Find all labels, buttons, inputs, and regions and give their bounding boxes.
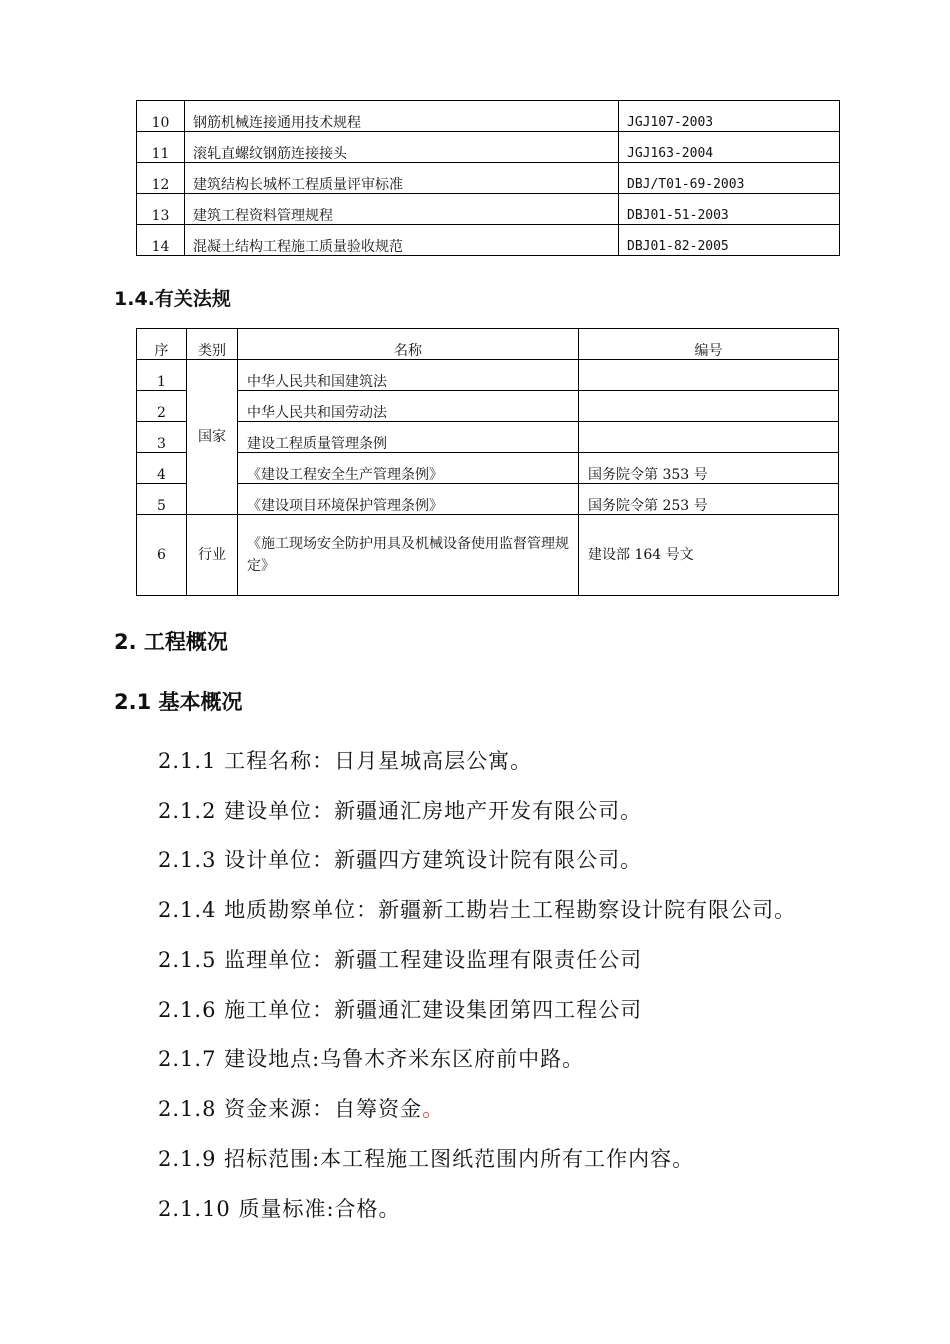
table-row xyxy=(137,163,840,194)
header-name: 名称 xyxy=(238,329,579,360)
header-no: 序 xyxy=(137,329,187,360)
row-number: 14 xyxy=(137,225,185,256)
standard-code: DBJ01-82-2005 xyxy=(619,225,840,256)
law-code: 国务院令第 253 号 xyxy=(579,484,839,515)
standard-name: 建筑工程资料管理规程 xyxy=(185,194,619,225)
table-header-row xyxy=(137,329,839,360)
table-row xyxy=(137,132,840,163)
overview-item xyxy=(158,1093,444,1123)
overview-item: 2.1.3 设计单位：新疆四方建筑设计院有限公司。 xyxy=(158,848,643,872)
law-name: 《施工现场安全防护用具及机械设备使用监督管理规定》 xyxy=(238,515,579,596)
overview-item: 2.1.9 招标范围:本工程施工图纸范围内所有工作内容。 xyxy=(158,1147,695,1171)
table-row xyxy=(137,453,839,484)
row-number: 3 xyxy=(137,422,187,453)
standard-code: DBJ01-51-2003 xyxy=(619,194,840,225)
table-row xyxy=(137,391,839,422)
standard-name: 滚轧直螺纹钢筋连接接头 xyxy=(185,132,619,163)
standard-code: JGJ107-2003 xyxy=(619,101,840,132)
row-number: 13 xyxy=(137,194,185,225)
law-code xyxy=(579,391,839,422)
table-row xyxy=(137,422,839,453)
law-code: 建设部 164 号文 xyxy=(579,515,839,596)
overview-item: 2.1.5 监理单位：新疆工程建设监理有限责任公司 xyxy=(158,948,643,972)
law-code xyxy=(579,360,839,391)
header-code: 编号 xyxy=(579,329,839,360)
standard-name: 混凝土结构工程施工质量验收规范 xyxy=(185,225,619,256)
row-number: 2 xyxy=(137,391,187,422)
overview-item: 2.1.10 质量标准:合格。 xyxy=(158,1197,401,1221)
law-name: 建设工程质量管理条例 xyxy=(238,422,579,453)
standard-code: DBJ/T01-69-2003 xyxy=(619,163,840,194)
overview-item: 2.1.7 建设地点:乌鲁木齐米东区府前中路。 xyxy=(158,1047,585,1071)
row-number: 1 xyxy=(137,360,187,391)
row-number: 11 xyxy=(137,132,185,163)
standard-name: 建筑结构长城杯工程质量评审标准 xyxy=(185,163,619,194)
laws-table xyxy=(136,328,839,596)
section-heading-basic: 2.1 基本概况 xyxy=(114,690,243,714)
overview-item-text: 2.1.8 资金来源：自筹资金 xyxy=(158,1097,423,1121)
red-period: 。 xyxy=(422,1097,445,1121)
standard-name: 钢筋机械连接通用技术规程 xyxy=(185,101,619,132)
section-heading-overview: 2. 工程概况 xyxy=(114,630,228,654)
table-row xyxy=(137,360,839,391)
row-number: 6 xyxy=(137,515,187,596)
overview-item: 2.1.1 工程名称：日月星城高层公寓。 xyxy=(158,749,533,773)
overview-item: 2.1.4 地质勘察单位：新疆新工勘岩土工程勘察设计院有限公司。 xyxy=(158,898,797,922)
overview-item: 2.1.2 建设单位：新疆通汇房地产开发有限公司。 xyxy=(158,799,643,823)
law-name: 中华人民共和国建筑法 xyxy=(238,360,579,391)
law-name: 《建设工程安全生产管理条例》 xyxy=(238,453,579,484)
law-name: 《建设项目环境保护管理条例》 xyxy=(238,484,579,515)
law-code: 国务院令第 353 号 xyxy=(579,453,839,484)
row-number: 12 xyxy=(137,163,185,194)
category-cell: 国家 xyxy=(187,360,238,515)
law-code xyxy=(579,422,839,453)
table-row xyxy=(137,515,839,596)
law-name: 中华人民共和国劳动法 xyxy=(238,391,579,422)
row-number: 4 xyxy=(137,453,187,484)
table-row xyxy=(137,101,840,132)
header-category: 类别 xyxy=(187,329,238,360)
category-cell: 行业 xyxy=(187,515,238,596)
table-row xyxy=(137,484,839,515)
section-heading-laws: 1.4.有关法规 xyxy=(114,288,231,310)
row-number: 5 xyxy=(137,484,187,515)
row-number: 10 xyxy=(137,101,185,132)
table-row xyxy=(137,194,840,225)
standard-code: JGJ163-2004 xyxy=(619,132,840,163)
table-row xyxy=(137,225,840,256)
standards-table xyxy=(136,100,840,256)
overview-item: 2.1.6 施工单位：新疆通汇建设集团第四工程公司 xyxy=(158,998,643,1022)
